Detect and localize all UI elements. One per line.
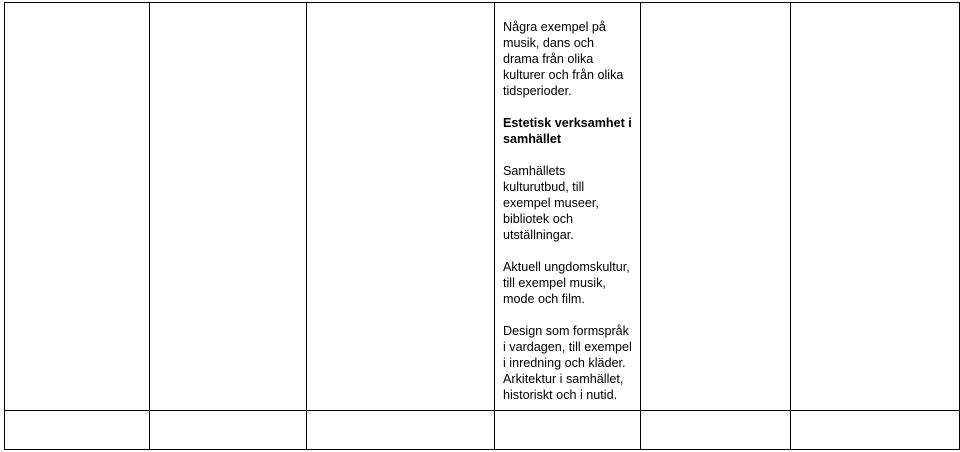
table-row: [5, 411, 960, 450]
cell-text-block: [495, 3, 640, 403]
content-table: [4, 2, 960, 450]
paragraph-design: Design som formspråk i vardagen, till exempel i inredning och kläder.: [503, 324, 632, 370]
table-cell: [791, 3, 960, 411]
paragraph-architecture: Arkitektur i samhället, historiskt och i nutid.: [503, 372, 624, 402]
section-heading: Estetisk verksamhet i samhället: [503, 116, 632, 146]
table-cell: [5, 3, 150, 411]
intro-text: Några exempel på musik, dans och drama från olika kulturer och från olika tidsperioder.: [503, 20, 624, 98]
table-cell: [150, 411, 307, 450]
table-cell: [307, 411, 495, 450]
table-cell: [495, 411, 641, 450]
table-row: [5, 3, 960, 411]
table-cell: [791, 411, 960, 450]
table-cell: [307, 3, 495, 411]
table-cell: [150, 3, 307, 411]
table-cell: [641, 3, 791, 411]
table-cell: [5, 411, 150, 450]
paragraph-youth-culture: Aktuell ungdomskultur, till exempel musik, mode och film.: [503, 260, 630, 306]
paragraph-culture: Samhällets kulturutbud, till exempel museer, bibliotek och utställningar.: [503, 164, 599, 242]
table-cell: [641, 411, 791, 450]
table-cell-content: [495, 3, 641, 411]
